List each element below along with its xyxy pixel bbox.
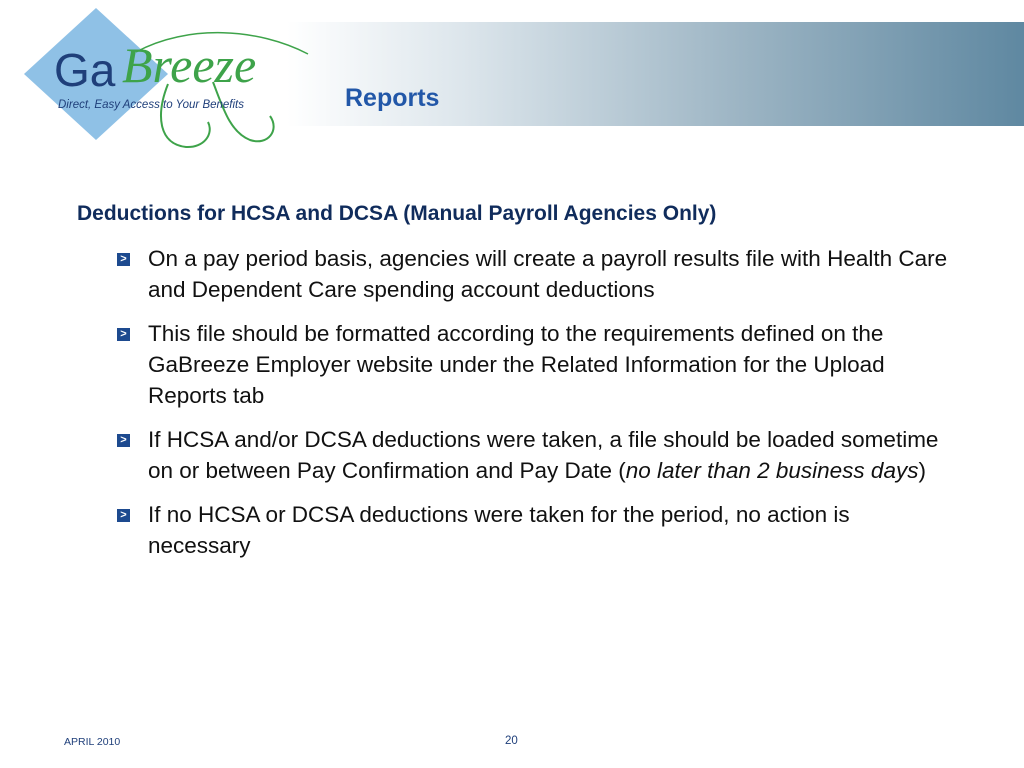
- logo-tagline: Direct, Easy Access to Your Benefits: [58, 99, 244, 111]
- footer-date: APRIL 2010: [64, 736, 121, 748]
- bullet-item: [117, 318, 948, 411]
- slide-content: [77, 202, 977, 574]
- logo-graphic: [18, 4, 318, 149]
- bullet-item: [117, 243, 948, 305]
- bullet-marker-icon: >: [117, 434, 130, 447]
- bullet-text: If no HCSA or DCSA deductions were taken for the period, no action is necessary: [148, 502, 850, 558]
- logo-swirl-left: [161, 84, 210, 147]
- bullet-text-italic: no later than 2 business days: [625, 458, 919, 483]
- logo-wordmark-breeze: Breeze: [122, 37, 257, 93]
- bullet-item: [117, 424, 948, 486]
- bullet-text: This file should be formatted according to the requirements defined on the GaBreeze Employer website under the Related Information for the Upload Reports tab: [148, 321, 885, 408]
- bullet-text-before: If HCSA and/or DCSA deductions were taken, a file should be loaded sometime on or between Pay Confirmation and Pay Date (: [148, 427, 939, 483]
- bullet-marker-icon: >: [117, 328, 130, 341]
- bullet-item: [117, 499, 948, 561]
- bullet-text-after: ): [918, 458, 926, 483]
- bullet-text: On a pay period basis, agencies will create a payroll results file with Health Care and Dependent Care spending account deductions: [148, 246, 948, 302]
- slide-title: Reports: [345, 84, 440, 112]
- bullet-list: [77, 243, 977, 561]
- logo-wordmark-ga: Ga: [54, 44, 116, 96]
- section-heading: Deductions for HCSA and DCSA (Manual Payroll Agencies Only): [77, 202, 717, 225]
- bullet-marker-icon: >: [117, 253, 130, 266]
- bullet-text: [148, 427, 938, 483]
- gabreeze-logo: [18, 4, 318, 149]
- footer-page-number: 20: [505, 735, 518, 747]
- bullet-marker-icon: >: [117, 509, 130, 522]
